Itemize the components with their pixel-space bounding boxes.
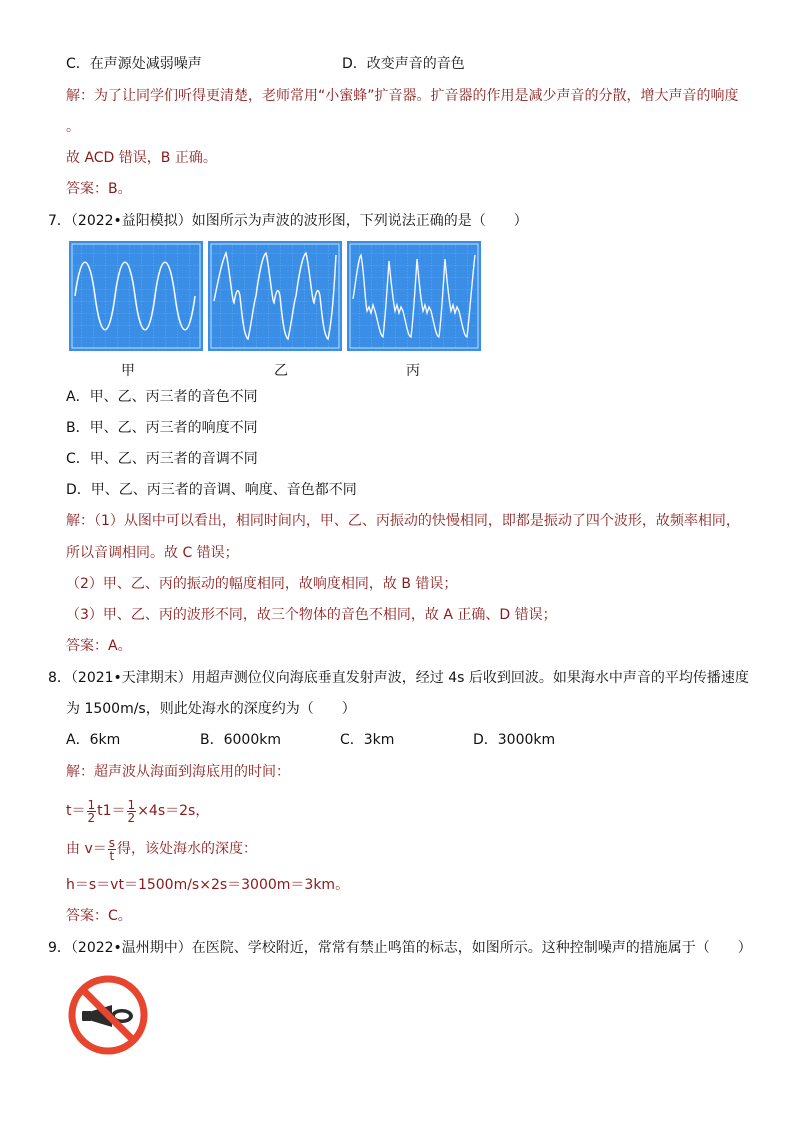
- option-c: C．在声源处减弱噪声: [66, 56, 202, 72]
- time-formula: t＝ $\frac{1}{2}$ t1＝ $\frac{1}{2}$ ×4s＝2s，: [66, 797, 210, 825]
- question-8-option-d: D．3000km: [473, 732, 556, 748]
- question-8-option-c: C．3km: [340, 732, 395, 748]
- question-8-title: 8．（2021•天津期末）用超声测位仪向海底垂直发射声波，经过 4s 后收到回波。如果海水中声音的平均传播速度: [48, 670, 749, 686]
- waveform-bing-figure: [347, 241, 481, 351]
- question-7-option-d: D．甲、乙、丙三者的音调、响度、音色都不同: [66, 482, 357, 498]
- question-8-option-b: B．6000km: [200, 732, 281, 748]
- solution-line: 。: [66, 119, 80, 135]
- option-d: D．改变声音的音色: [342, 56, 465, 72]
- question-7-solution-line: （3）甲、乙、丙的波形不同，故三个物体的音色不相同，故 A 正确、D 错误；: [66, 607, 557, 623]
- caption-yi: 乙: [274, 363, 288, 379]
- question-8-answer: 答案：C。: [66, 908, 132, 924]
- question-8-title-cont: 为 1500m/s，则此处海水的深度约为（ ）: [66, 701, 356, 717]
- depth-formula: h＝s＝vt＝1500m/s×2s＝3000m＝3km。: [66, 877, 350, 893]
- fraction-half: $\frac{1}{2}$: [127, 797, 136, 825]
- question-7-title: 7．（2022•益阳模拟）如图所示为声波的波形图，下列说法正确的是（ ）: [48, 213, 528, 229]
- question-8-solution-line: 解：超声波从海面到海底用的时间：: [66, 764, 290, 780]
- question-7-solution-line: （2）甲、乙、丙的振动的幅度相同，故响度相同，故 B 错误；: [66, 576, 458, 592]
- question-7-solution-line: 所以音调相同。故 C 错误；: [66, 545, 239, 561]
- waveform-jia-figure: [69, 241, 203, 351]
- question-7-answer: 答案：A。: [66, 638, 132, 654]
- caption-jia: 甲: [121, 363, 135, 379]
- no-horn-sign-icon: [68, 975, 148, 1055]
- solution-line: 解：为了让同学们听得更清楚，老师常用“小蜜蜂”扩音器。扩音器的作用是减少声音的分散，增大声音的响度: [66, 88, 739, 104]
- fraction-half: $\frac{1}{2}$: [87, 797, 96, 825]
- velocity-formula: 由 v＝ $\frac{s}{t}$ 得，该处海水的深度：: [66, 835, 258, 863]
- fraction-s-over-t: $\frac{s}{t}$: [108, 835, 116, 863]
- question-8-option-a: A．6km: [66, 732, 121, 748]
- question-9-title: 9．（2022•温州期中）在医院、学校附近，常常有禁止鸣笛的标志，如图所示。这种控制噪声的措施属于（ ）: [48, 940, 752, 956]
- question-7-solution-line: 解：（1）从图中可以看出，相同时间内，甲、乙、丙振动的快慢相同，即都是振动了四个波形，故频率相同，: [66, 513, 740, 529]
- waveform-yi-figure: [208, 241, 342, 351]
- answer-line: 答案：B。: [66, 181, 132, 197]
- question-7-option-c: C．甲、乙、丙三者的音调不同: [66, 451, 258, 467]
- question-7-option-a: A．甲、乙、丙三者的音色不同: [66, 389, 258, 405]
- solution-line: 故 ACD 错误，B 正确。: [66, 150, 217, 166]
- caption-bing: 丙: [406, 363, 420, 379]
- question-7-option-b: B．甲、乙、丙三者的响度不同: [66, 420, 258, 436]
